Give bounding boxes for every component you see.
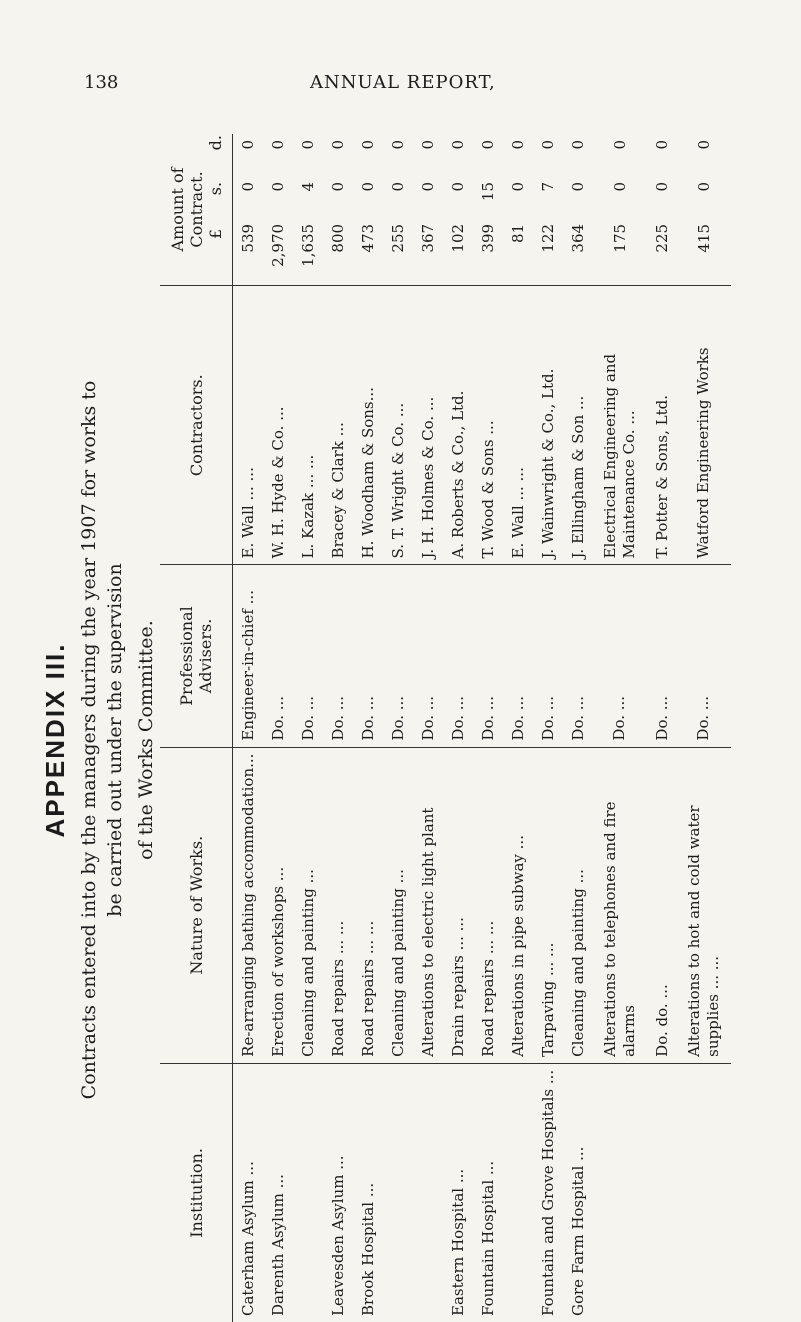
unit-pence: d. xyxy=(205,135,225,151)
adviser-cell: Do. ... xyxy=(323,565,353,747)
col-institution: Institution. xyxy=(160,1063,233,1322)
contractor-cell: J. Wainwright & Co., Ltd. xyxy=(533,285,563,565)
amount-cell xyxy=(473,134,503,285)
adviser-cell: Do. ... xyxy=(383,565,413,747)
amount-cell xyxy=(593,134,647,285)
amount-s: 0 xyxy=(329,181,347,192)
adviser-cell: Do. ... xyxy=(593,565,647,747)
nature-cell: Alterations in pipe subway ... xyxy=(503,747,533,1063)
amount-d: 0 xyxy=(449,140,467,150)
amount-d: 0 xyxy=(653,140,671,150)
appendix-title-block xyxy=(40,380,160,1100)
institution-cell xyxy=(593,1063,647,1322)
table-row xyxy=(533,134,563,1322)
institution-cell: Gore Farm Hospital ... xyxy=(563,1063,593,1322)
contractor-cell: Watford Engineering Works xyxy=(677,285,731,565)
nature-cell: Alterations to electric light plant xyxy=(413,747,443,1063)
institution-cell xyxy=(383,1063,413,1322)
amount-s: 0 xyxy=(449,181,467,192)
contractor-cell: H. Woodham & Sons... xyxy=(353,285,383,565)
nature-cell: Do. do. ... xyxy=(647,747,677,1063)
contractor-cell: E. Wall ... ... xyxy=(233,285,264,565)
nature-cell: Alterations to hot and cold water supplies ... ... xyxy=(677,747,731,1063)
contractor-cell: S. T. Wright & Co. ... xyxy=(383,285,413,565)
institution-cell: Fountain and Grove Hospitals ... xyxy=(533,1063,563,1322)
amount-d: 0 xyxy=(389,140,407,150)
table-row xyxy=(323,134,353,1322)
amount-l: 364 xyxy=(569,223,587,253)
institution-cell: Eastern Hospital ... xyxy=(443,1063,473,1322)
amount-cell xyxy=(503,134,533,285)
adviser-cell: Do. ... xyxy=(263,565,293,747)
amount-l: 800 xyxy=(329,223,347,253)
institution-cell: Brook Hospital ... xyxy=(353,1063,383,1322)
amount-l: 415 xyxy=(695,223,713,253)
amount-l: 175 xyxy=(611,223,629,253)
nature-cell: Erection of workshops ... xyxy=(263,747,293,1063)
amount-cell xyxy=(533,134,563,285)
amount-d: 0 xyxy=(419,140,437,150)
table-row xyxy=(353,134,383,1322)
table-row xyxy=(383,134,413,1322)
table-row xyxy=(413,134,443,1322)
col-amount-units xyxy=(206,135,225,284)
amount-cell xyxy=(413,134,443,285)
table-header-row xyxy=(160,134,233,1322)
contracts-table-wrapper xyxy=(160,122,760,1322)
table-row xyxy=(677,134,731,1322)
nature-cell: Drain repairs ... ... xyxy=(443,747,473,1063)
amount-d: 0 xyxy=(611,140,629,150)
col-contractors: Contractors. xyxy=(160,285,233,565)
amount-cell xyxy=(233,134,264,285)
amount-cell xyxy=(563,134,593,285)
amount-values xyxy=(449,140,467,279)
table-row xyxy=(443,134,473,1322)
amount-d: 0 xyxy=(509,140,527,150)
amount-values xyxy=(509,140,527,279)
amount-s: 0 xyxy=(653,181,671,192)
page-number: 138 xyxy=(84,72,119,93)
amount-l: 225 xyxy=(653,223,671,253)
unit-pounds: £ xyxy=(205,228,225,240)
adviser-cell: Do. ... xyxy=(563,565,593,747)
institution-cell: Fountain Hospital ... xyxy=(473,1063,503,1322)
amount-cell xyxy=(443,134,473,285)
col-advisers: Professional Advisers. xyxy=(160,565,233,747)
unit-shillings: s. xyxy=(205,181,225,196)
amount-d: 0 xyxy=(269,140,287,150)
amount-s: 0 xyxy=(389,181,407,192)
table-row xyxy=(293,134,323,1322)
contractor-cell: T. Potter & Sons, Ltd. xyxy=(647,285,677,565)
nature-cell: Re-arranging bathing accommodation... xyxy=(233,747,264,1063)
amount-s: 0 xyxy=(239,181,257,192)
institution-cell xyxy=(293,1063,323,1322)
amount-s: 4 xyxy=(299,181,317,192)
caption-line-2: of the Works Committee. xyxy=(135,620,158,860)
nature-cell: Tarpaving ... ... xyxy=(533,747,563,1063)
amount-cell xyxy=(323,134,353,285)
amount-values xyxy=(359,140,377,279)
contractor-cell: L. Kazak ... ... xyxy=(293,285,323,565)
amount-cell xyxy=(647,134,677,285)
contractor-cell: J. H. Holmes & Co. ... xyxy=(413,285,443,565)
amount-values xyxy=(299,140,317,279)
contractor-cell: T. Wood & Sons ... xyxy=(473,285,503,565)
amount-l: 2,970 xyxy=(269,223,287,267)
nature-cell: Cleaning and painting ... xyxy=(293,747,323,1063)
adviser-cell: Do. ... xyxy=(647,565,677,747)
amount-values xyxy=(389,140,407,279)
table-body xyxy=(233,134,732,1322)
institution-cell: Leavesden Asylum ... xyxy=(323,1063,353,1322)
institution-cell: Darenth Asylum ... xyxy=(263,1063,293,1322)
institution-cell xyxy=(503,1063,533,1322)
amount-d: 0 xyxy=(695,140,713,150)
institution-cell xyxy=(677,1063,731,1322)
table-row xyxy=(563,134,593,1322)
amount-values xyxy=(569,140,587,279)
contractor-cell: A. Roberts & Co., Ltd. xyxy=(443,285,473,565)
institution-cell xyxy=(413,1063,443,1322)
amount-s: 0 xyxy=(695,181,713,192)
amount-s: 0 xyxy=(569,181,587,192)
adviser-cell: Do. ... xyxy=(473,565,503,747)
amount-d: 0 xyxy=(329,140,347,150)
adviser-cell: Engineer-in-chief ... xyxy=(233,565,264,747)
contractor-cell: Bracey & Clark ... xyxy=(323,285,353,565)
contractor-cell: W. H. Hyde & Co. ... xyxy=(263,285,293,565)
table-row xyxy=(647,134,677,1322)
amount-l: 1,635 xyxy=(299,223,317,267)
amount-cell xyxy=(263,134,293,285)
col-amount xyxy=(160,134,233,285)
amount-l: 367 xyxy=(419,223,437,253)
amount-values xyxy=(239,140,257,279)
amount-values xyxy=(419,140,437,279)
amount-s: 0 xyxy=(359,181,377,192)
amount-d: 0 xyxy=(479,140,497,150)
amount-l: 473 xyxy=(359,223,377,253)
amount-values xyxy=(611,140,629,279)
amount-l: 81 xyxy=(509,223,527,244)
amount-s: 15 xyxy=(479,181,497,202)
amount-s: 0 xyxy=(611,181,629,192)
amount-d: 0 xyxy=(299,140,317,150)
table-row xyxy=(233,134,264,1322)
amount-l: 539 xyxy=(239,223,257,253)
table-row xyxy=(503,134,533,1322)
amount-cell xyxy=(677,134,731,285)
amount-l: 102 xyxy=(449,223,467,253)
nature-cell: Cleaning and painting ... xyxy=(563,747,593,1063)
amount-s: 0 xyxy=(419,181,437,192)
adviser-cell: Do. ... xyxy=(677,565,731,747)
amount-values xyxy=(479,140,497,279)
amount-l: 122 xyxy=(539,223,557,253)
nature-cell: Alterations to telephones and fire alarms xyxy=(593,747,647,1063)
adviser-cell: Do. ... xyxy=(503,565,533,747)
amount-values xyxy=(269,140,287,279)
contractor-cell: E. Wall ... ... xyxy=(503,285,533,565)
amount-l: 399 xyxy=(479,223,497,253)
table-row xyxy=(593,134,647,1322)
nature-cell: Road repairs ... ... xyxy=(323,747,353,1063)
running-head: ANNUAL REPORT, xyxy=(310,72,496,93)
adviser-cell: Do. ... xyxy=(443,565,473,747)
nature-cell: Cleaning and painting ... xyxy=(383,747,413,1063)
appendix-heading: APPENDIX III. xyxy=(40,642,70,838)
caption-line-1: Contracts entered into by the managers during the year 1907 for works to be carried out under the supervision xyxy=(78,380,126,1100)
institution-cell xyxy=(647,1063,677,1322)
amount-d: 0 xyxy=(359,140,377,150)
amount-values xyxy=(695,140,713,279)
contracts-table xyxy=(160,134,731,1322)
nature-cell: Road repairs ... ... xyxy=(353,747,383,1063)
amount-d: 0 xyxy=(239,140,257,150)
amount-s: 7 xyxy=(539,181,557,192)
adviser-cell: Do. ... xyxy=(293,565,323,747)
amount-l: 255 xyxy=(389,223,407,253)
amount-cell xyxy=(353,134,383,285)
contractor-cell: Electrical Engineering and Maintenance Co. ... xyxy=(593,285,647,565)
amount-values xyxy=(329,140,347,279)
adviser-cell: Do. ... xyxy=(533,565,563,747)
amount-values xyxy=(653,140,671,279)
institution-cell: Caterham Asylum ... xyxy=(233,1063,264,1322)
adviser-cell: Do. ... xyxy=(353,565,383,747)
adviser-cell: Do. ... xyxy=(413,565,443,747)
table-row xyxy=(263,134,293,1322)
amount-s: 0 xyxy=(509,181,527,192)
amount-s: 0 xyxy=(269,181,287,192)
amount-values xyxy=(539,140,557,279)
nature-cell: Road repairs ... ... xyxy=(473,747,503,1063)
col-nature: Nature of Works. xyxy=(160,747,233,1063)
table-row xyxy=(473,134,503,1322)
contractor-cell: J. Ellingham & Son ... xyxy=(563,285,593,565)
col-amount-label: Amount of Contract. xyxy=(167,167,206,252)
amount-cell xyxy=(293,134,323,285)
amount-d: 0 xyxy=(569,140,587,150)
amount-d: 0 xyxy=(539,140,557,150)
amount-cell xyxy=(383,134,413,285)
